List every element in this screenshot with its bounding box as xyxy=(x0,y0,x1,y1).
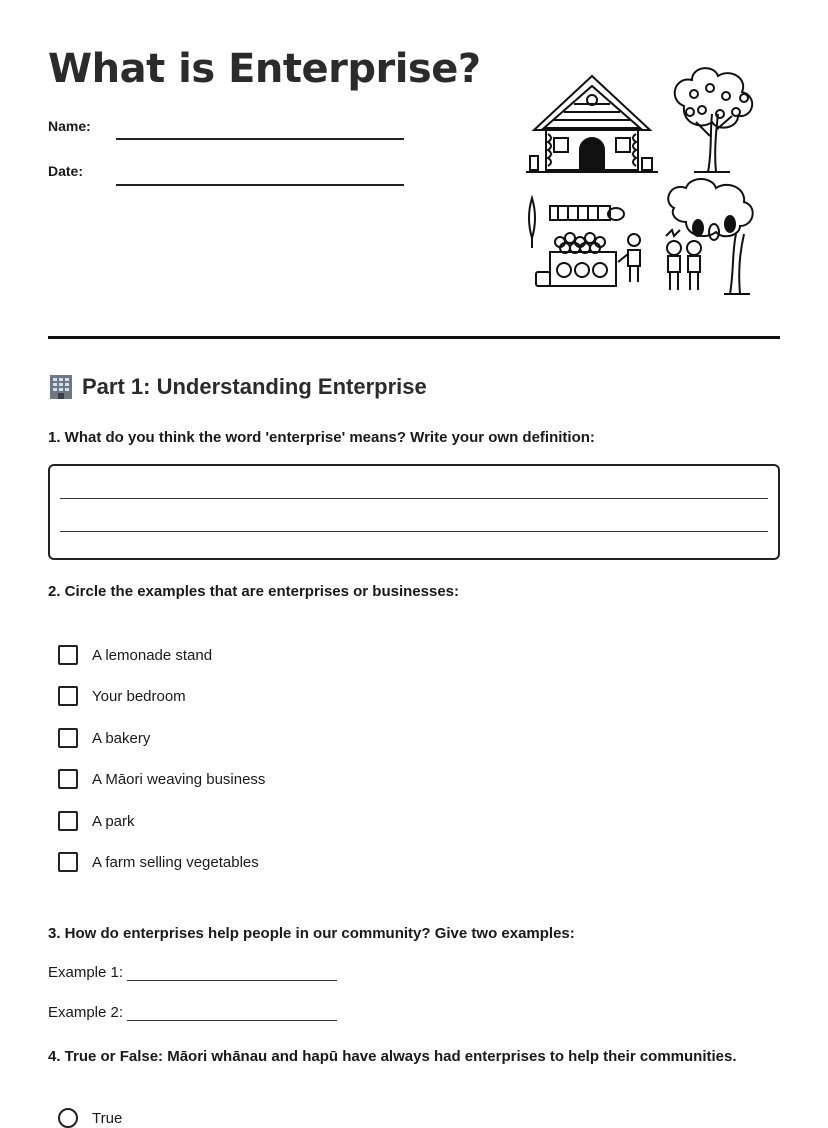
checkbox[interactable] xyxy=(58,645,78,665)
option-label: A bakery xyxy=(92,729,151,747)
example-2-field[interactable] xyxy=(127,1006,337,1021)
option-label: A Māori weaving business xyxy=(92,770,266,788)
option-maori-weaving-business[interactable] xyxy=(58,769,265,789)
option-label: True xyxy=(92,1109,123,1127)
fruit-tree-icon xyxy=(664,66,762,174)
meeting-house-icon xyxy=(524,72,660,176)
page-title: What is Enterprise? xyxy=(48,46,481,92)
checkbox[interactable] xyxy=(58,769,78,789)
illustration xyxy=(520,66,770,298)
option-bakery[interactable] xyxy=(58,728,150,748)
option-label: A park xyxy=(92,812,135,830)
option-park[interactable] xyxy=(58,811,135,831)
date-label: Date: xyxy=(48,163,84,179)
checkbox[interactable] xyxy=(58,686,78,706)
example-2-label: Example 2: xyxy=(48,1004,124,1021)
name-field[interactable] xyxy=(116,138,404,140)
option-your-bedroom[interactable] xyxy=(58,686,186,706)
example-1 xyxy=(48,964,337,981)
question-4: 4. True or False: Māori whānau and hapū have always had enterprises to help their communities. xyxy=(48,1048,737,1065)
example-2 xyxy=(48,1004,337,1021)
radio-button[interactable] xyxy=(58,1108,78,1128)
date-field[interactable] xyxy=(116,184,404,186)
part1-heading-text: Part 1: Understanding Enterprise xyxy=(82,374,427,399)
answer-line xyxy=(60,531,768,532)
answer-line xyxy=(60,498,768,499)
option-label: Your bedroom xyxy=(92,687,186,705)
option-label: A lemonade stand xyxy=(92,646,213,664)
children-under-tree-icon xyxy=(658,178,768,296)
question-2: 2. Circle the examples that are enterprises or businesses: xyxy=(48,583,460,600)
checkbox[interactable] xyxy=(58,852,78,872)
example-1-label: Example 1: xyxy=(48,964,124,981)
example-1-field[interactable] xyxy=(127,966,337,981)
part1-heading xyxy=(48,374,427,400)
market-stall-icon xyxy=(524,192,654,296)
option-label: A farm selling vegetables xyxy=(92,853,259,871)
name-label: Name: xyxy=(48,118,91,134)
option-lemonade-stand[interactable] xyxy=(58,645,212,665)
option-farm-selling-vegetables[interactable] xyxy=(58,852,259,872)
section-divider xyxy=(48,336,780,339)
office-building-icon xyxy=(48,374,74,400)
checkbox[interactable] xyxy=(58,811,78,831)
option-true[interactable] xyxy=(58,1108,122,1128)
question-1: 1. What do you think the word 'enterprise' means? Write your own definition: xyxy=(48,429,595,446)
definition-answer-box[interactable] xyxy=(48,464,780,560)
checkbox[interactable] xyxy=(58,728,78,748)
question-3: 3. How do enterprises help people in our community? Give two examples: xyxy=(48,925,575,942)
